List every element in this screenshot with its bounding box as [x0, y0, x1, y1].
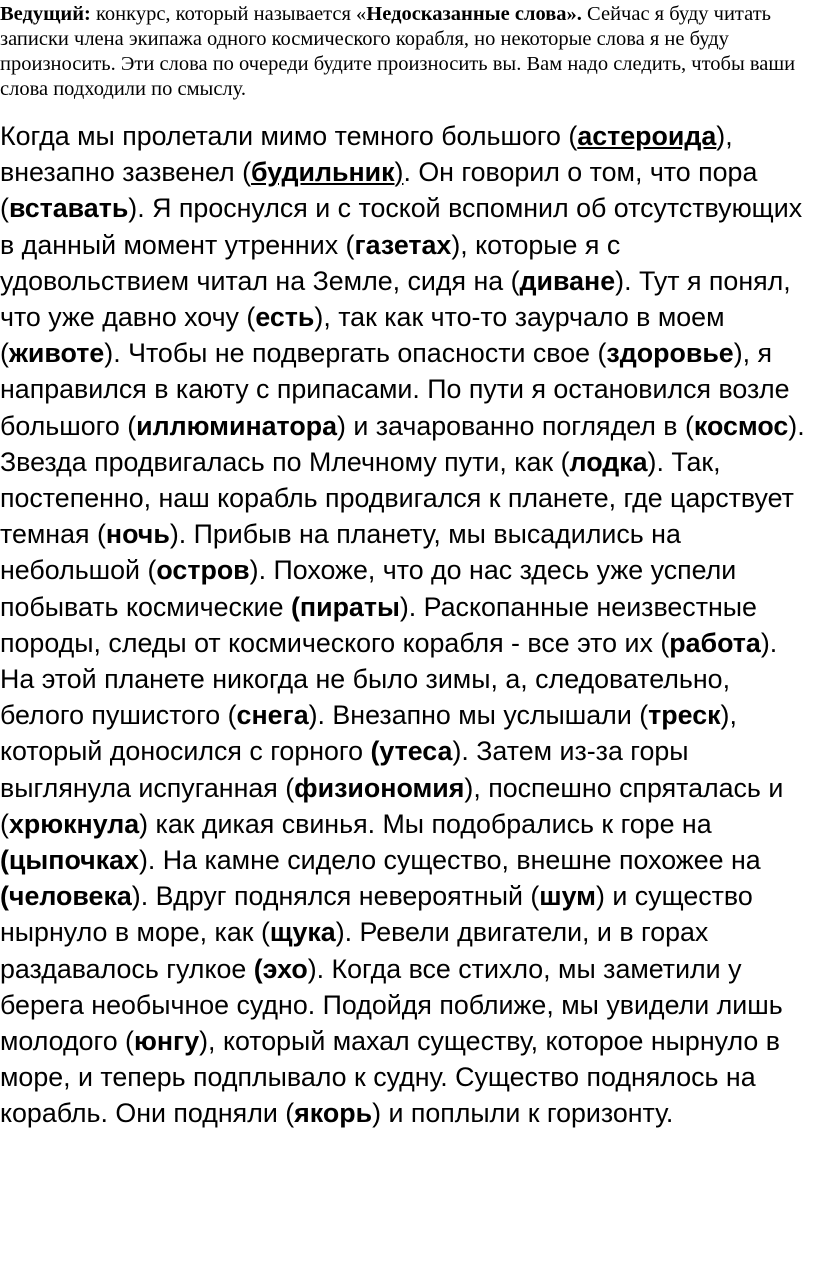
story-text-segment: ). Похоже, что до нас здесь уже успели побывать космические: [0, 555, 737, 622]
host-intro-paragraph: [0, 0, 808, 102]
story-text-segment: . Он говорил о том, что пора (: [0, 157, 758, 224]
missing-word: якорь: [294, 1098, 373, 1129]
story-text-segment: ) и поплыли к горизонту.: [372, 1098, 674, 1129]
missing-word: треск: [648, 700, 721, 731]
story-paragraph: [0, 118, 808, 1132]
intro-text-2: Сейчас я буду читать записки члена экипажа одного космического корабля, но некоторые слова я не буду произносить. Эти слова по очереди будите произносить вы. Вам надо следить, чтобы ваши слова подходили по смыслу.: [0, 3, 796, 100]
missing-word: шум: [539, 881, 597, 912]
story-text-segment: ) и существо нырнуло в море, как (: [0, 881, 753, 948]
missing-word: есть: [255, 302, 315, 333]
missing-word: здоровье: [606, 338, 734, 369]
missing-word: астероида: [577, 121, 717, 151]
story-text-segment: ). Вдруг поднялся невероятный (: [131, 881, 540, 912]
story-text-segment: ). Затем из-за горы выглянула испуганная (: [0, 736, 689, 803]
story-text-segment: ), так как что-то заурчало в моем (: [0, 302, 725, 369]
story-text-segment: ). Звезда продвигалась по Млечному пути, как (: [0, 410, 805, 477]
story-text-segment: ): [394, 157, 404, 188]
missing-word: (эхо: [253, 953, 308, 984]
story-text-segment: Когда мы пролетали мимо темного большого (: [0, 121, 578, 151]
contest-name: Недосказанные слова».: [366, 3, 582, 25]
missing-word: (утеса: [370, 736, 453, 767]
story-text-segment: ). Прибыв на планету, мы высадились на небольшой (: [0, 519, 681, 586]
missing-word: будильник: [251, 157, 395, 188]
story-text-segment: ). Я проснулся и с тоской вспомнил об отсутствующих в данный момент утренних (: [0, 193, 803, 260]
story-text-segment: ). Так, постепенно, наш корабль продвигался к планете, где царствует темная (: [0, 446, 794, 550]
story-text-segment: ), внезапно зазвенел (: [0, 121, 733, 188]
missing-word: (пираты: [290, 591, 400, 622]
missing-word: снега: [236, 700, 309, 731]
story-text-segment: ). Ревели двигатели, и в горах раздавалось гулкое: [0, 917, 709, 984]
missing-word: газетах: [354, 229, 452, 260]
host-label: Ведущий:: [0, 3, 91, 25]
story-text-segment: ). Тут я понял, что уже давно хочу (: [0, 265, 791, 333]
missing-word: животе: [8, 338, 105, 369]
missing-word: хрюкнула: [8, 808, 140, 839]
intro-text-1: конкурс, который называется «: [90, 3, 367, 25]
missing-word: остров: [156, 555, 250, 586]
story-text-segment: ), поспешно спряталась и (: [0, 772, 784, 839]
story-text-segment: ) и зачарованно поглядел в (: [336, 410, 694, 441]
missing-word: (человека: [0, 881, 132, 912]
missing-word: космос: [693, 410, 789, 441]
missing-word: физиономия: [294, 772, 465, 803]
story-text-segment: ). На этой планете никогда не было зимы, а, следовательно, белого пушистого (: [0, 627, 778, 731]
missing-word: лодка: [569, 446, 648, 477]
missing-word: диване: [519, 265, 616, 296]
missing-word: (цыпочках: [0, 845, 139, 876]
story-text-segment: ). Раскопанные неизвестные породы, следы от космического корабля - все это их (: [0, 591, 757, 658]
story-text-segment: ), который доносился с горного: [0, 700, 737, 767]
story-text-segment: ). На камне сидело существо, внешне похожее на: [138, 845, 761, 876]
story-text-segment: ). Когда все стихло, мы заметили у берега необычное судно. Подойдя поближе, мы увидели лишь молодого (: [0, 953, 783, 1057]
story-text-segment: ). Чтобы не подвергать опасности свое (: [104, 338, 607, 369]
story-text-segment: ), я направился в каюту с припасами. По пути я остановился возле большого (: [0, 338, 790, 441]
story-text-segment: ), который махал существу, которое нырнуло в море, и теперь подплывало к судну. Существо поднялось на корабль. Они подняли (: [0, 1026, 780, 1129]
missing-word: работа: [669, 627, 761, 658]
missing-word: ночь: [105, 519, 170, 550]
missing-word: иллюминатора: [136, 410, 337, 441]
story-text-segment: ), которые я с удовольствием читал на Земле, сидя на (: [0, 229, 621, 296]
missing-word: юнгу: [133, 1026, 200, 1057]
story-text-segment: ). Внезапно мы услышали (: [308, 700, 649, 731]
missing-word: вставать: [8, 193, 129, 224]
missing-word: щука: [269, 917, 336, 948]
story-text-segment: ) как дикая свинья. Мы подобрались к горе на: [139, 808, 712, 839]
